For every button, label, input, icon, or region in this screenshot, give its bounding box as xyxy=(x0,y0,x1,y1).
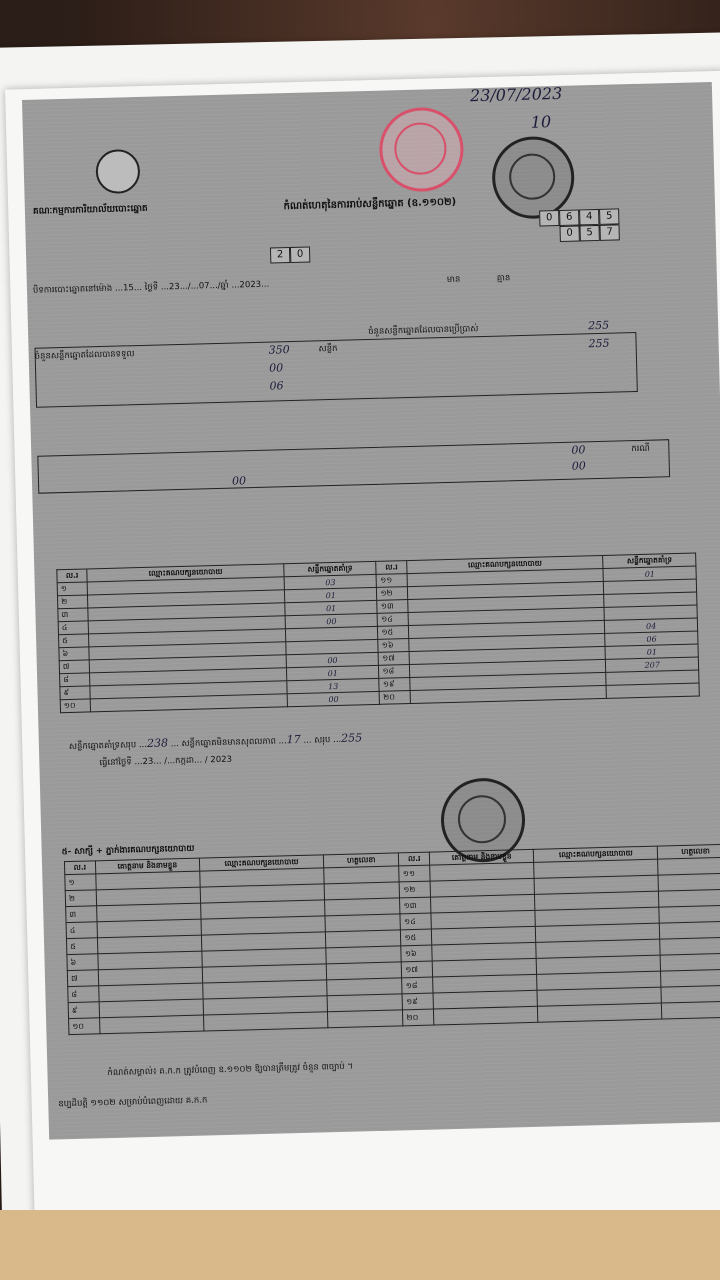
row-no: ១៦ xyxy=(401,945,432,962)
row-no: ១៤ xyxy=(400,913,431,930)
handwritten-number: 10 xyxy=(530,112,552,132)
row-no: ១៨ xyxy=(402,977,433,994)
col-votes: សន្លឹកឆ្នោតគាំទ្រ xyxy=(603,553,696,568)
subtotal-value: 238 xyxy=(146,736,169,750)
witness-sign xyxy=(660,937,720,955)
option-no: គ្មាន xyxy=(496,273,511,284)
row-no: ១៦ xyxy=(378,639,409,653)
votes-value: 01 xyxy=(286,665,379,680)
row-no: ៤ xyxy=(66,922,97,939)
form-code: ឧប្បដិបត្តិ ១១០២ សម្រាប់បំពេញដោយ គ.ក.ក xyxy=(58,1095,208,1110)
received-unit: សន្លឹក xyxy=(318,343,338,355)
form-title: កំណត់ហេតុនៃការរាប់សន្លឹកឆ្នោត (ឧ.១១០២) xyxy=(283,196,457,213)
row-no: ១ xyxy=(57,582,88,596)
office-code-digit: 4 xyxy=(579,209,599,226)
form-organization: គណៈកម្មការការិយាល័យបោះឆ្នោត xyxy=(32,203,148,217)
date-line: ធ្វើនៅថ្ងៃទី ...23... /...កក្កដា... / 2023 xyxy=(99,754,233,769)
col-party: ឈ្មោះគណបក្សនយោបាយ xyxy=(199,855,323,871)
row-no: ១៩ xyxy=(402,993,433,1010)
votes-value: 01 xyxy=(284,587,377,602)
handwritten-date: 23/07/2023 xyxy=(469,83,563,106)
votes-value: 06 xyxy=(605,631,698,646)
col-no: ល.រ xyxy=(57,569,88,583)
col-name: គោត្តនាម និងនាមខ្លួន xyxy=(95,858,200,874)
row-no: ១៥ xyxy=(401,929,432,946)
votes-value xyxy=(606,683,699,698)
party-code-digit: 0 xyxy=(290,247,310,264)
disputes-value: 00 xyxy=(231,474,247,488)
witness-sign xyxy=(325,914,401,932)
witness-sign xyxy=(660,953,720,971)
national-crest-icon xyxy=(95,149,140,194)
subtotal-line: សន្លឹកឆ្នោតគាំទ្រសរុប ...238 ... សន្លឹកឆ្នោតមិនមានសុពលភាព ...17 ... សរុប ...255 xyxy=(68,731,363,752)
row-no: ១២ xyxy=(400,881,431,898)
row-no: ២ xyxy=(57,595,88,609)
col-party-name: ឈ្មោះគណបក្សនយោបាយ xyxy=(87,564,284,582)
votes-value: 01 xyxy=(605,644,698,659)
votes-value: 00 xyxy=(285,613,378,628)
row-no: ១២ xyxy=(377,587,408,601)
witness-sign xyxy=(659,905,720,923)
col-votes: សន្លឹកឆ្នោតគាំទ្រ xyxy=(284,561,377,576)
floor-background xyxy=(0,1210,720,1280)
row-no: ១៧ xyxy=(402,961,433,978)
sub-code-digit: 0 xyxy=(559,225,579,242)
row-no: ៨ xyxy=(68,986,99,1003)
row-no: ១៨ xyxy=(379,665,410,679)
col-sign: ហត្ថលេខា xyxy=(323,853,399,868)
valid-value: 255 xyxy=(588,336,610,351)
unused-value: 00 xyxy=(268,361,284,375)
col-party-name: ឈ្មោះគណបក្សនយោបាយ xyxy=(406,555,603,573)
party-code-digit: 2 xyxy=(270,247,290,264)
sub-code-digit: 7 xyxy=(599,224,619,241)
total-value: 255 xyxy=(341,731,363,745)
row-no: ២ xyxy=(65,890,96,907)
witness-sign xyxy=(661,985,720,1003)
votes-value: 13 xyxy=(287,678,380,693)
complaints2-value: 00 xyxy=(571,459,586,473)
sub-code-digit: 5 xyxy=(579,225,599,242)
col-party: ឈ្មោះគណបក្សនយោបាយ xyxy=(534,846,658,862)
row-no: ៨ xyxy=(60,673,91,687)
witness-sign xyxy=(326,946,402,964)
complaints-unit: ករណី xyxy=(631,443,650,455)
col-no: ល.រ xyxy=(64,861,95,875)
votes-value: 01 xyxy=(603,566,696,581)
row-no: ១១ xyxy=(399,865,430,882)
office-code-digit: 5 xyxy=(599,208,619,225)
row-no: ១៧ xyxy=(379,652,410,666)
row-no: ៤ xyxy=(58,621,89,635)
row-no: ១៩ xyxy=(379,678,410,692)
row-no: ១៤ xyxy=(378,613,409,627)
row-no: ៣ xyxy=(58,608,89,622)
row-no: ១១ xyxy=(377,574,408,588)
option-yes: មាន xyxy=(446,274,461,285)
row-no: ៧ xyxy=(67,970,98,987)
row-no: ១ xyxy=(65,874,96,891)
complaints-value: 00 xyxy=(571,443,586,457)
col-no: ល.រ xyxy=(399,852,430,866)
party-results-table xyxy=(56,553,700,714)
row-no: ២០ xyxy=(403,1009,434,1026)
witness-sign xyxy=(658,857,720,875)
witness-sign xyxy=(324,866,400,884)
used-value: 255 xyxy=(587,318,610,333)
witness-sign xyxy=(327,994,403,1012)
col-name: គោត្តនាម និងនាមខ្លួន xyxy=(429,849,534,865)
received-label: ចំនួនសន្លឹកឆ្នោតដែលបានទទួល xyxy=(34,349,135,362)
invalid-value: 17 xyxy=(286,732,301,747)
col-no: ល.រ xyxy=(376,561,407,575)
row-no: ២០ xyxy=(380,691,411,705)
witness-sign xyxy=(659,889,720,907)
footer-note: កំណត់សម្គាល់៖ គ.ក.ក ត្រូវបំពេញ ឧ.១១០២ ឱ្យបានត្រឹមត្រូវ ចំនួន ៣ច្បាប់ ។ xyxy=(107,1061,354,1079)
row-no: ១៣ xyxy=(377,600,408,614)
row-no: ៧ xyxy=(59,660,90,674)
witness-name xyxy=(99,1015,204,1034)
col-sign: ហត្ថលេខា xyxy=(658,844,720,859)
row-no: ៩ xyxy=(60,686,91,700)
row-no: ៥ xyxy=(66,938,97,955)
row-no: ១៣ xyxy=(400,897,431,914)
witness-sign xyxy=(658,873,720,891)
row-no: ៣ xyxy=(66,906,97,923)
witness-table xyxy=(61,843,720,1035)
witness-name xyxy=(433,1006,538,1025)
votes-value: 01 xyxy=(285,600,378,615)
spoiled-value: 06 xyxy=(269,379,284,393)
witness-party xyxy=(538,1003,662,1022)
received-value: 350 xyxy=(268,343,290,357)
row-no: ១០ xyxy=(69,1018,100,1035)
row-no: ៩ xyxy=(68,1002,99,1019)
office-code-digit: 0 xyxy=(539,210,559,227)
red-official-stamp xyxy=(378,106,464,192)
witness-party xyxy=(204,1012,328,1031)
used-label: ចំនួនសន្លឹកឆ្នោតដែលបានប្រើប្រាស់ xyxy=(368,324,479,338)
witness-sign xyxy=(327,1010,403,1028)
closing-time-line: បិទការបោះឆ្នោតនៅម៉ោង ...15... ថ្ងៃទី ...23.../...07.../ឆ្នាំ ...2023... xyxy=(32,279,270,296)
witness-sign xyxy=(324,898,400,916)
witness-sign xyxy=(662,1001,720,1019)
votes-value: 00 xyxy=(287,691,380,706)
row-no: ៦ xyxy=(59,647,90,661)
row-no: ៥ xyxy=(59,634,90,648)
votes-value: 00 xyxy=(286,652,379,667)
office-code-digit: 6 xyxy=(559,209,579,226)
row-no: ១០ xyxy=(60,699,91,713)
row-no: ៦ xyxy=(67,954,98,971)
row-no: ១៥ xyxy=(378,626,409,640)
election-count-form xyxy=(22,82,720,1140)
votes-value: 03 xyxy=(284,574,377,589)
section5-title: ៥- សាក្សី + ភ្នាក់ងារគណបក្សនយោបាយ xyxy=(61,843,195,858)
witness-sign xyxy=(661,969,720,987)
votes-value: 04 xyxy=(605,618,698,633)
votes-value: 207 xyxy=(606,657,699,672)
witness-sign xyxy=(660,921,720,939)
